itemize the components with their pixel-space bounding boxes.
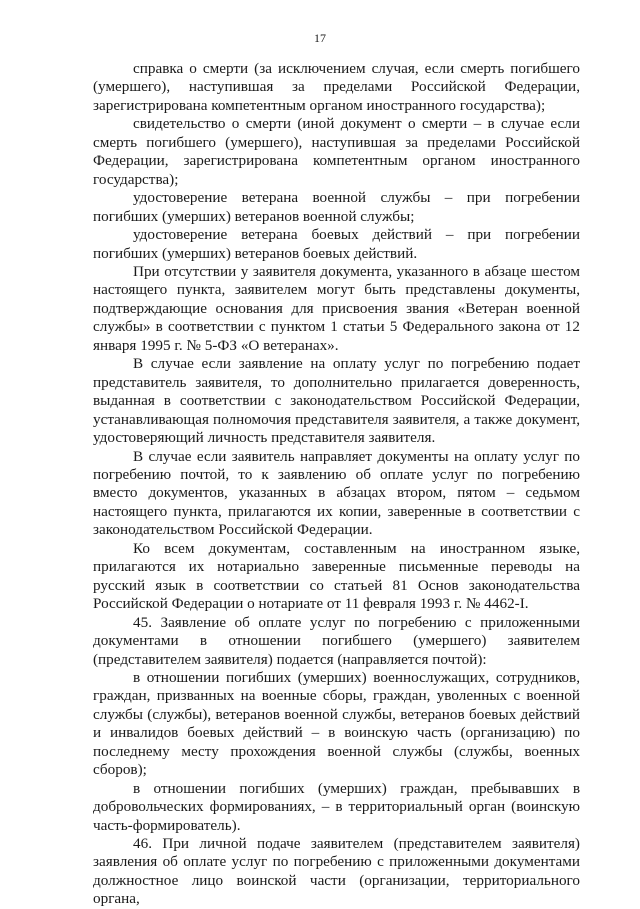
paragraph-foreign-language: Ко всем документам, составленным на иностранном языке, прилагаются их нотариально заверенные письменные переводы на русский язык в соответствии со статьей 81 Основ законодательства Российской Федерации о нотариате от 11 февраля 1993 г. № 4462-I. xyxy=(93,539,580,613)
paragraph-volunteer-formations: в отношении погибших (умерших) граждан, пребывавших в добровольческих формированиях, – в территориальный орган (воинскую часть-формирователь). xyxy=(93,779,580,834)
paragraph-combat-veteran-id: удостоверение ветерана боевых действий – при погребении погибших (умерших) ветеранов боевых действий. xyxy=(93,226,580,262)
paragraph-death-certificate-note: справка о смерти (за исключением случая, если смерть погибшего (умершего), наступившая за пределами Российской Федерации, зарегистрирована компетентным органом иностранного государства); xyxy=(93,60,580,114)
document-body xyxy=(93,60,580,909)
paragraph-postal-submission: В случае если заявитель направляет документы на оплату услуг по погребению почтой, то к заявлению об оплате услуг по погребению вместо документов, указанных в абзацах втором, пятом – седьмом настоящего пункта, прилагаются их копии, заверенные в соответствии с законодательством Российской Федерации. xyxy=(93,447,580,539)
paragraph-item-46: 46. При личной подаче заявителем (представителем заявителя) заявления об оплате услуг по погребению с приложенными документами должностное лицо воинской части (организации, территориального органа, xyxy=(93,835,580,908)
paragraph-representative: В случае если заявление на оплату услуг по погребению подает представитель заявителя, то дополнительно прилагается доверенность, выданная в соответствии с законодательством Российской Федерации, устанавливающая полномочия представителя заявителя, а также документ, удостоверяющий личность представителя заявителя. xyxy=(93,355,580,447)
paragraph-military-veteran-id: удостоверение ветерана военной службы – при погребении погибших (умерших) ветеранов военной службы; xyxy=(93,189,580,225)
paragraph-item-45: 45. Заявление об оплате услуг по погребению с приложенными документами в отношении погибшего (умершего) заявителем (представителем заявителя) подается (направляется почтой): xyxy=(93,613,580,668)
paragraph-military-unit: в отношении погибших (умерших) военнослужащих, сотрудников, граждан, призванных на военные сборы, граждан, уволенных с военной службы (службы), ветеранов военной службы, ветеранов боевых действий и инвалидов боевых действий – в воинскую часть (организацию) по последнему месту прохождения военной службы (службы, военных сборов); xyxy=(93,668,580,779)
page-number: 17 xyxy=(314,31,326,45)
paragraph-death-certificate: свидетельство о смерти (иной документ о смерти – в случае если смерть погибшего (умершего), наступившая за пределами Российской Федерации, зарегистрирована компетентным органом иностранного государства); xyxy=(93,115,580,188)
paragraph-missing-document: При отсутствии у заявителя документа, указанного в абзаце шестом настоящего пункта, заявителем могут быть представлены документы, подтверждающие основания для присвоения звания «Ветеран военной службы» в соответствии с пунктом 1 статьи 5 Федерального закона от 12 января 1995 г. № 5-ФЗ «О ветеранах». xyxy=(93,262,580,354)
